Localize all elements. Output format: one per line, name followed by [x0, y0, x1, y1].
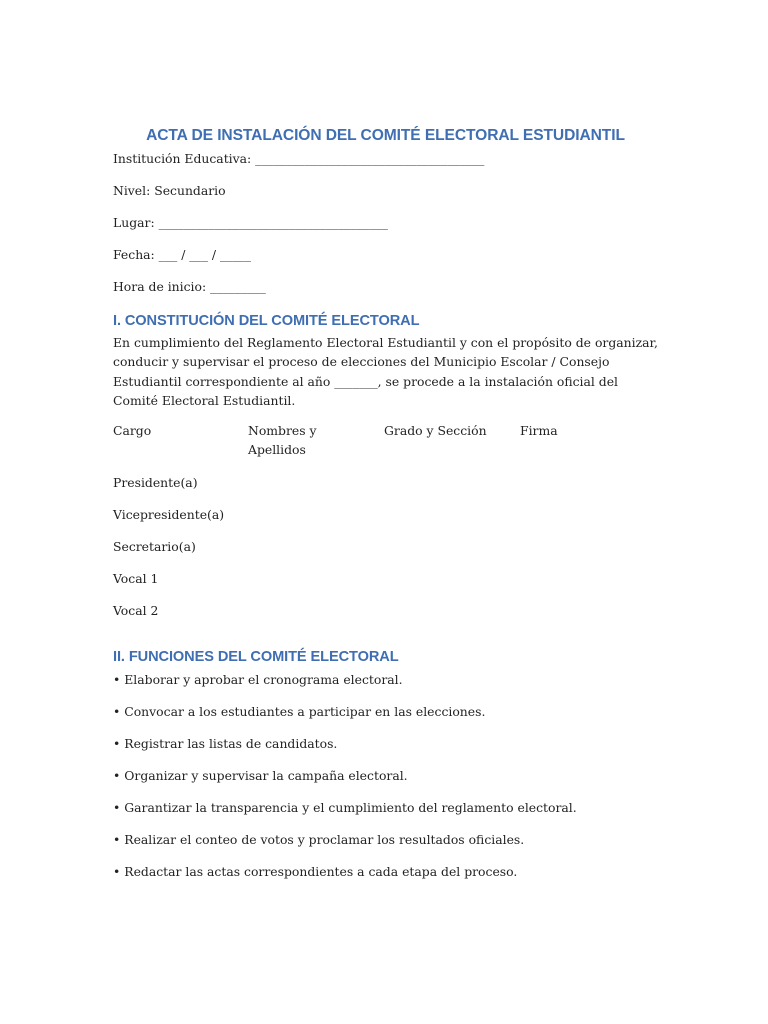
list-item: • Elaborar y aprobar el cronograma electoral.: [113, 672, 403, 687]
field-nivel: Nivel: Secundario: [113, 183, 226, 198]
section2-heading: II. FUNCIONES DEL COMITÉ ELECTORAL: [113, 649, 399, 665]
table-row: Secretario(a): [113, 539, 196, 554]
table-header-nombres: Nombres y Apellidos: [248, 423, 317, 458]
table-row: Vocal 1: [113, 571, 159, 586]
table-row: Presidente(a): [113, 475, 198, 490]
field-lugar: Lugar: _____________________________________: [113, 215, 388, 230]
list-item: • Registrar las listas de candidatos.: [113, 736, 338, 751]
list-item: • Garantizar la transparencia y el cumplimiento del reglamento electoral.: [113, 800, 577, 815]
table-row: Vicepresidente(a): [113, 507, 225, 522]
document-page: [113, 0, 658, 1024]
list-item: • Organizar y supervisar la campaña electoral.: [113, 768, 408, 783]
field-institucion: Institución Educativa: _____________________________________: [113, 151, 485, 166]
table-header-firma: Firma: [520, 423, 558, 438]
list-item: • Convocar a los estudiantes a participar en las elecciones.: [113, 704, 486, 719]
list-item: • Redactar las actas correspondientes a cada etapa del proceso.: [113, 864, 518, 879]
document-title: ACTA DE INSTALACIÓN DEL COMITÉ ELECTORAL ESTUDIANTIL: [146, 127, 625, 144]
table-header-grado: Grado y Sección: [384, 423, 487, 438]
table-row: Vocal 2: [113, 603, 159, 618]
list-item: • Realizar el conteo de votos y proclamar los resultados oficiales.: [113, 832, 525, 847]
field-hora: Hora de inicio: _________: [113, 279, 266, 294]
field-fecha: Fecha: ___ / ___ / _____: [113, 247, 251, 262]
section1-paragraph: En cumplimiento del Reglamento Electoral Estudiantil y con el propósito de organizar, conducir y supervisar el proceso de elecciones del Municipio Escolar / Consejo Estudiantil correspondiente al año _______, se procede a la instalación oficial del Comité Electoral Estudiantil.: [113, 335, 658, 409]
table-header-cargo: Cargo: [113, 423, 152, 438]
section1-heading: I. CONSTITUCIÓN DEL COMITÉ ELECTORAL: [113, 313, 420, 329]
